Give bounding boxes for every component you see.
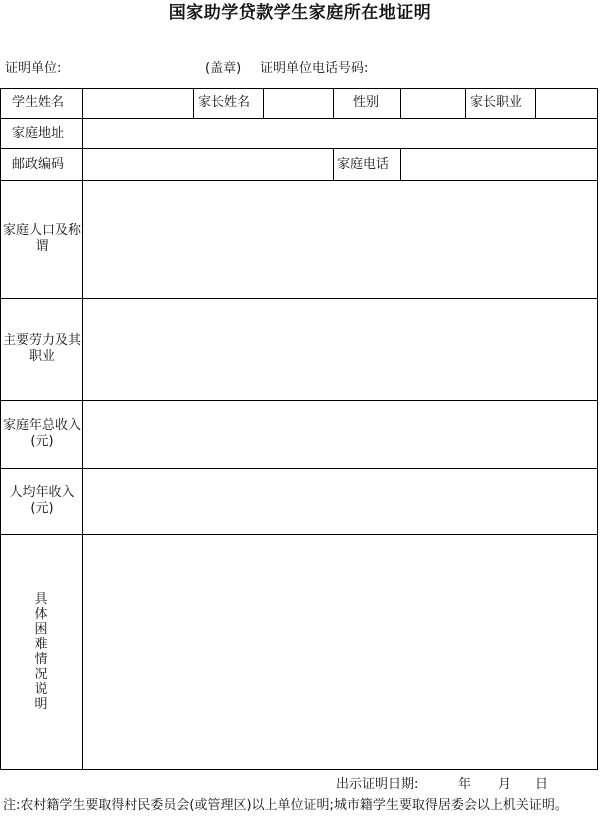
stamp-label: (盖章) <box>205 61 242 76</box>
row-divider <box>0 534 598 535</box>
document-title: 国家助学贷款学生家庭所在地证明 <box>168 3 432 23</box>
column-divider <box>333 88 334 118</box>
column-divider <box>465 88 466 118</box>
form-table <box>0 88 598 770</box>
annual-income-label: 家庭年总收入(元) <box>3 418 82 449</box>
column-divider <box>193 88 194 118</box>
postal-code-label: 邮政编码 <box>12 157 65 172</box>
row-divider <box>0 468 598 469</box>
per-capita-income-label: 人均年收入(元) <box>9 485 75 516</box>
day-label: 日 <box>535 777 549 792</box>
row-divider <box>0 298 598 299</box>
column-divider <box>400 88 401 118</box>
column-divider <box>535 88 536 118</box>
main-labor-label: 主要劳力及其职业 <box>3 333 82 364</box>
home-address-label: 家庭地址 <box>12 126 65 141</box>
column-divider <box>333 148 334 180</box>
row-divider <box>0 400 598 401</box>
footnote: 注:农村籍学生要取得村民委员会(或管理区)以上单位证明;城市籍学生要取得居委会以上机关证明。 <box>3 798 568 813</box>
year-label: 年 <box>458 777 472 792</box>
month-label: 月 <box>498 777 512 792</box>
certifying-unit-label: 证明单位: <box>5 61 62 76</box>
unit-phone-label: 证明单位电话号码: <box>260 61 369 76</box>
home-phone-label: 家庭电话 <box>337 157 390 172</box>
column-divider <box>400 148 401 180</box>
parent-occupation-label: 家长职业 <box>470 95 523 110</box>
gender-label: 性别 <box>353 95 380 110</box>
column-divider <box>263 88 264 118</box>
row-divider <box>0 180 598 181</box>
issue-date-label: 出示证明日期: <box>336 777 419 792</box>
row-divider <box>0 148 598 149</box>
family-members-label: 家庭人口及称谓 <box>3 223 82 254</box>
parent-name-label: 家长姓名 <box>198 95 251 110</box>
column-divider <box>82 88 83 770</box>
hardship-label: 具体困难情况说明 <box>34 592 48 712</box>
student-name-label: 学生姓名 <box>12 95 65 110</box>
row-divider <box>0 118 598 119</box>
